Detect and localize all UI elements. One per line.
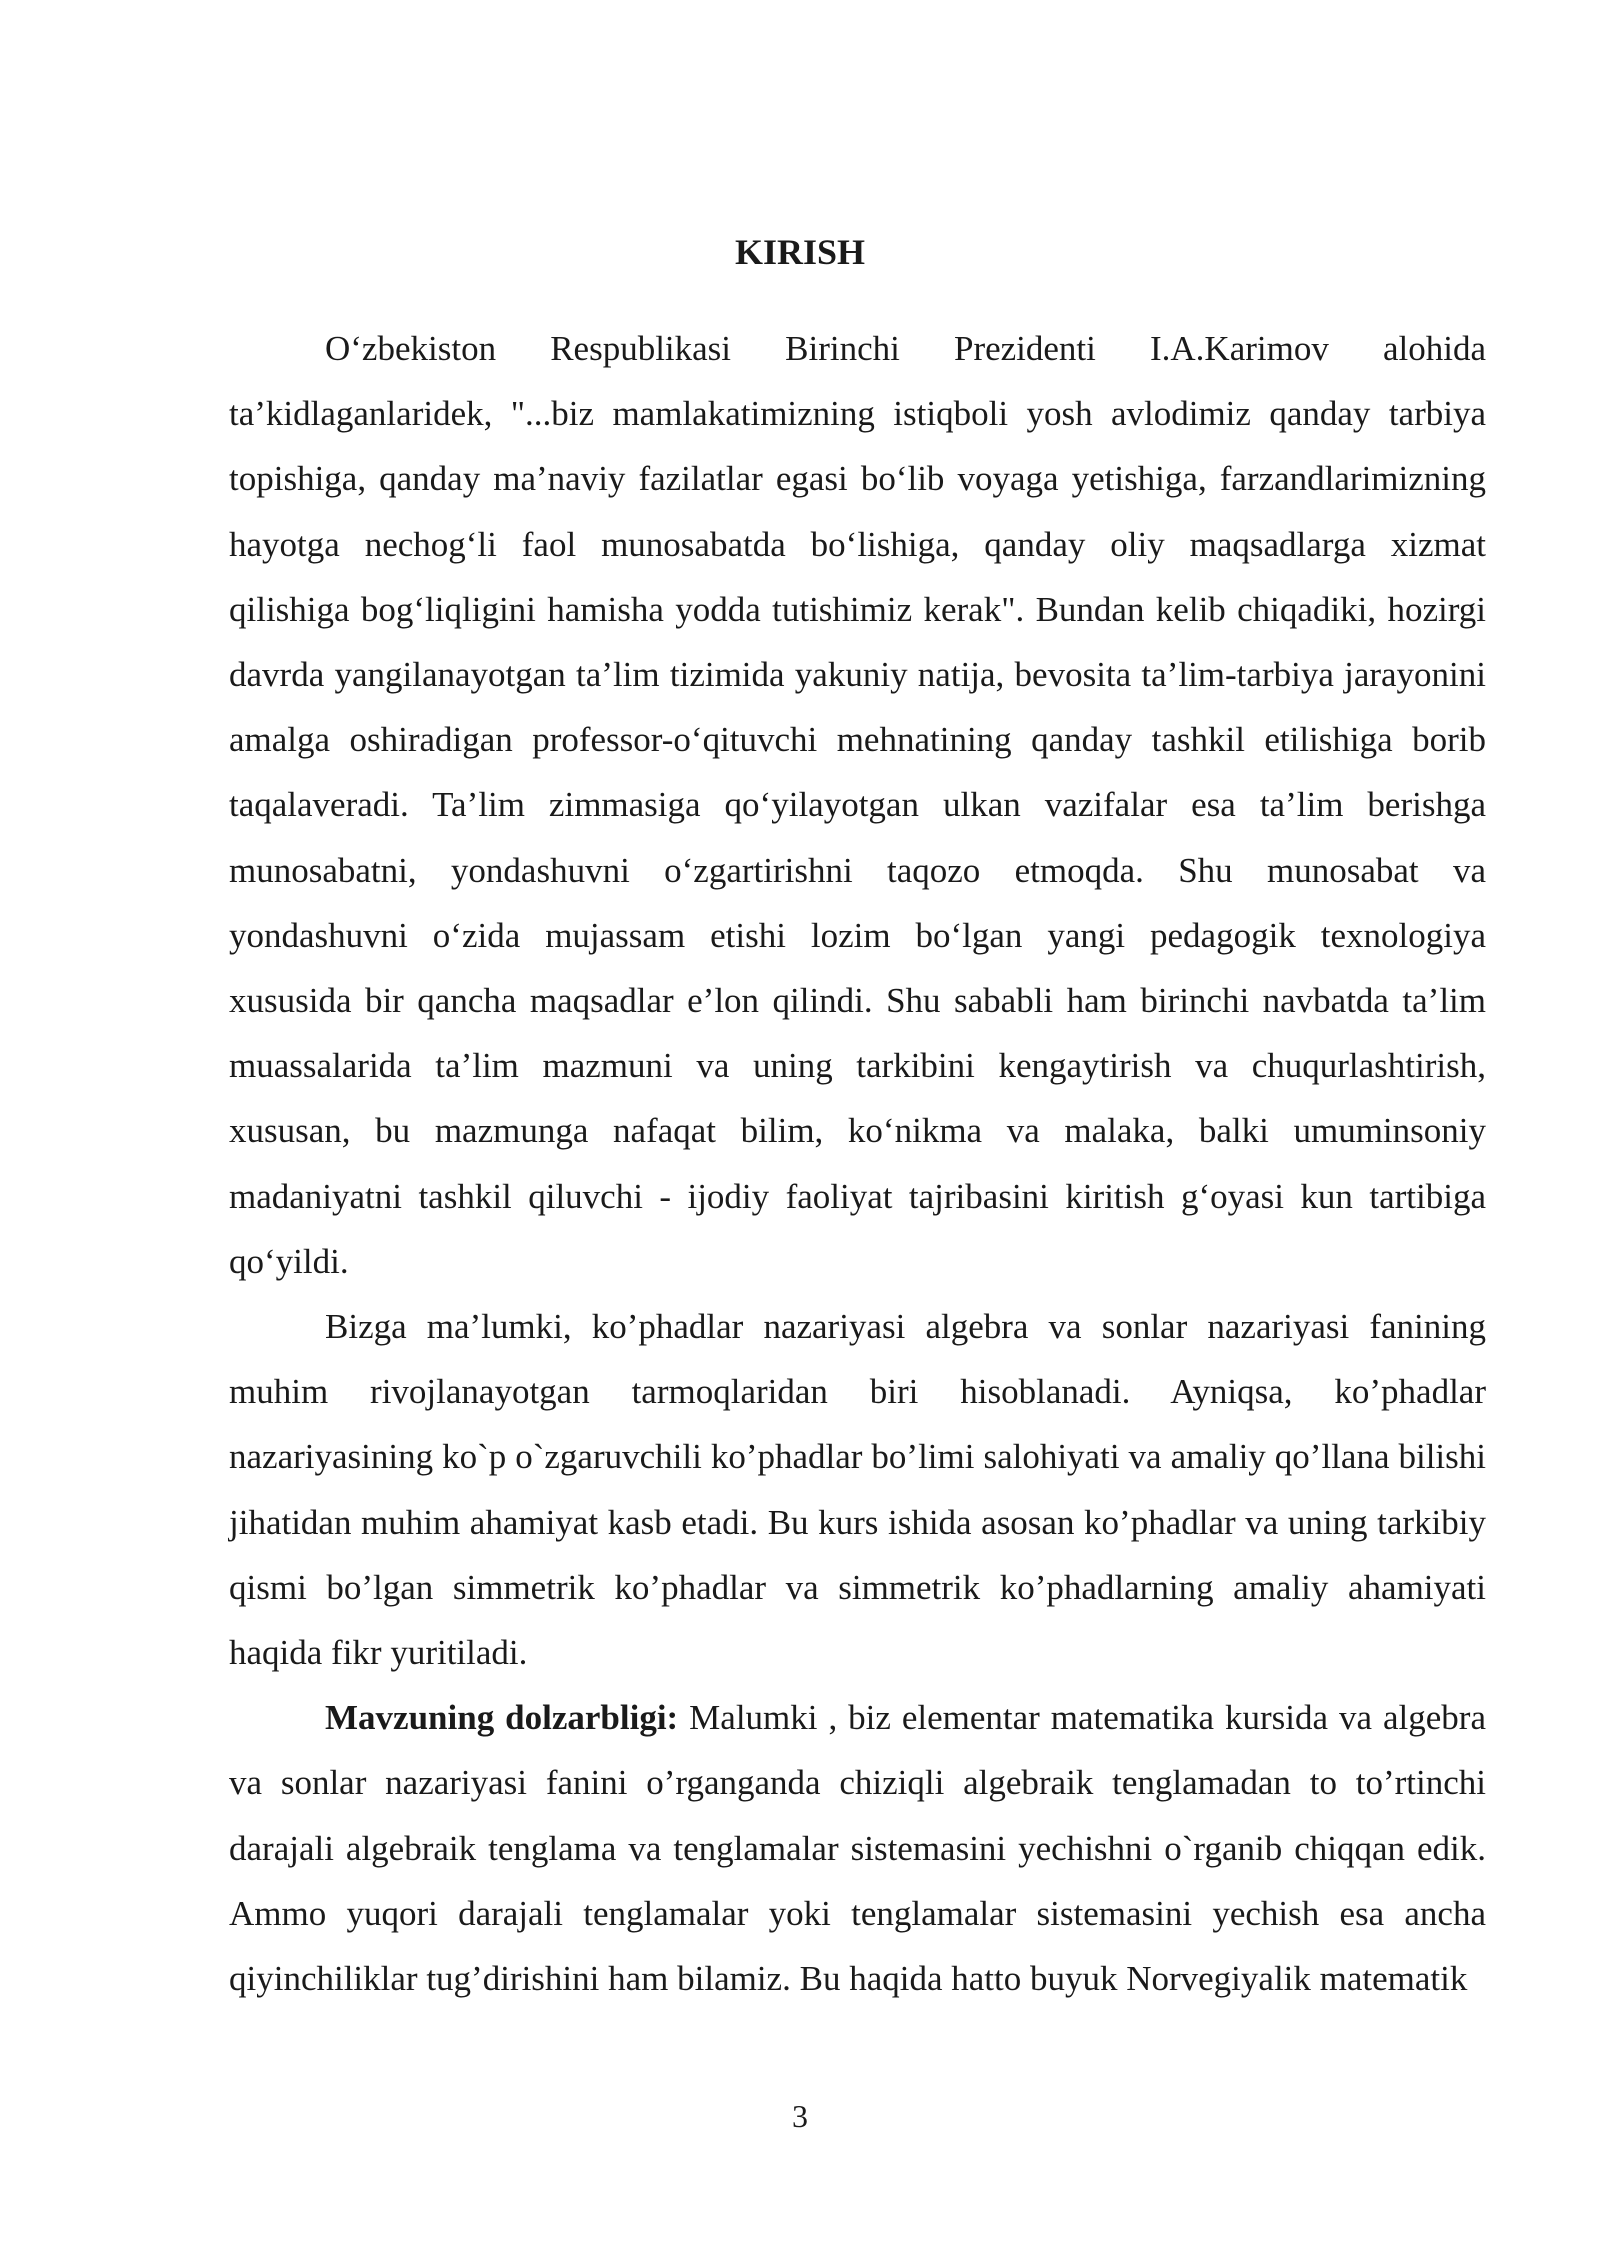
paragraph-polynomials: [229, 1294, 1486, 1685]
paragraph-text: O‘zbekiston Respublikasi Birinchi Prezidenti I.A.Karimov alohida ta’kidlaganlaridek, "...biz mamlakatimizning istiqboli yosh avlodimiz qanday tarbiya topishiga, qanday ma’naviy fazilatlar egasi bo‘lib voyaga yetishiga, farzandlarimizning hayotga nechog‘li faol munosabatda bo‘lishiga, qanday oliy maqsadlarga xizmat qilishiga bog‘liqligini hamisha yodda tutishimiz kerak". Bundan kelib chiqadiki, hozirgi davrda yangilanayotgan ta’lim tizimida yakuniy natija, bevosita ta’lim-tarbiya jarayonini amalga oshiradigan professor-o‘qituvchi mehnatining qanday tashkil etilishiga borib taqalaveradi. Ta’lim zimmasiga qo‘yilayotgan ulkan vazifalar esa ta’lim berishga munosabatni, yondashuvni o‘zgartirishni taqozo etmoqda. Shu munosabat va yondashuvni o‘zida mujassam etishi lozim bo‘lgan yangi pedagogik texnologiya xususida bir qancha maqsadlar e’lon qilindi. Shu sababli ham birinchi navbatda ta’lim muassalarida ta’lim mazmuni va uning tarkibini kengaytirish va chuqurlashtirish, xususan, bu mazmunga nafaqat bilim, ko‘nikma va malaka, balki umuminsoniy madaniyatni tashkil qiluvchi - ijodiy faoliyat tajribasini kiritish g‘oyasi kun tartibiga qo‘yildi.: [229, 329, 1486, 1281]
page-title: KIRISH: [734, 232, 866, 272]
paragraph-relevance: [229, 1685, 1486, 2011]
body-text: [229, 316, 1486, 2011]
paragraph-text: Malumki , biz elementar matematika kursida va algebra va sonlar nazariyasi fanini o’rganganda chiziqli algebraik tenglamadan to to’rtinchi darajali algebraik tenglama va tenglamalar sistemasini yechishni o`rganib chiqqan edik. Ammo yuqori darajali tenglamalar yoki tenglamalar sistemasini yechish esa ancha qiyinchiliklar tug’dirishini ham bilamiz. Bu haqida hatto buyuk Norvegiyalik matematik: [229, 1698, 1486, 1999]
page-number: 3: [792, 2098, 808, 2134]
paragraph-lead-heading: Mavzuning dolzarbligi:: [325, 1698, 679, 1738]
paragraph-text: Bizga ma’lumki, ko’phadlar nazariyasi algebra va sonlar nazariyasi fanining muhim rivojlanayotgan tarmoqlaridan biri hisoblanadi. Ayniqsa, ko’phadlar nazariyasining ko`p o`zgaruvchili ko’phadlar bo’limi salohiyati va amaliy qo’llana bilishi jihatidan muhim ahamiyat kasb etadi. Bu kurs ishida asosan ko’phadlar va uning tarkibiy qismi bo’lgan simmetrik ko’phadlar va simmetrik ko’phadlarning amaliy ahamiyati haqida fikr yuritiladi.: [229, 1307, 1486, 1673]
paragraph-intro: [229, 316, 1486, 1294]
